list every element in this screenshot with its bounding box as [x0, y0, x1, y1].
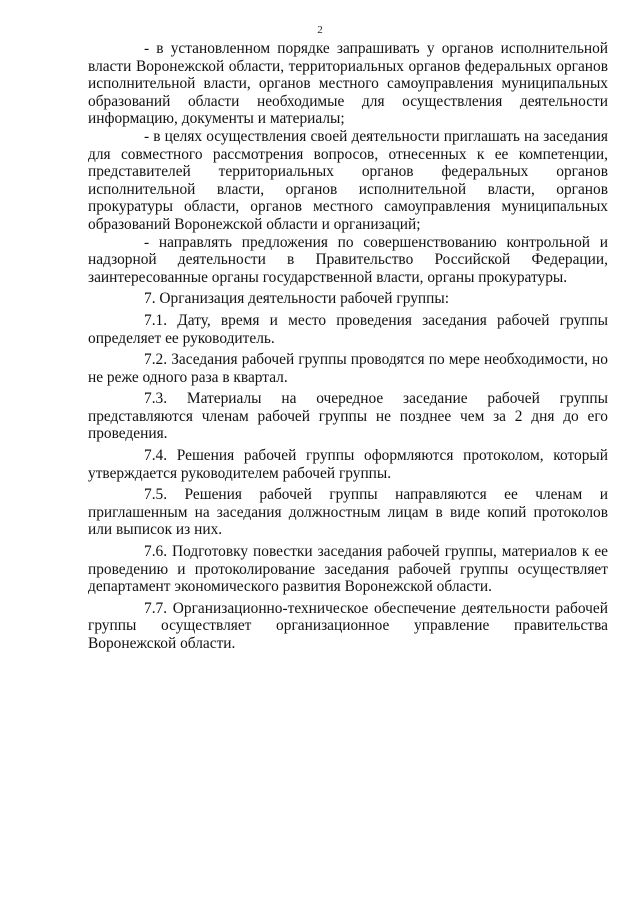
paragraph-request-information: - в установленном порядке запрашивать у органов исполнительной власти Воронежской области, территориальных органов федеральных органов исполнительной власти, органов местного самоуправления муниципальных образований области необходимые для осуществления деятельности информацию, документы и материалы;	[88, 40, 608, 128]
paragraph-7-6: 7.6. Подготовку повестки заседания рабочей группы, материалов к ее проведению и протоколирование заседания рабочей группы осуществляет департамент экономического развития Воронежской области.	[88, 543, 608, 596]
paragraph-7-2: 7.2. Заседания рабочей группы проводятся по мере необходимости, но не реже одного раза в квартал.	[88, 351, 608, 386]
paragraph-7-5: 7.5. Решения рабочей группы направляются ее членам и приглашенным на заседания должностным лицам в виде копий протоколов или выписок из них.	[88, 486, 608, 539]
paragraph-invite-representatives: - в целях осуществления своей деятельности приглашать на заседания для совместного рассмотрения вопросов, отнесенных к ее компетенции, представителей территориальных органов федеральных органов исполнительной власти, органов исполнительной власти, органов прокуратуры области, органов местного самоуправления муниципальных образований Воронежской области и организаций;	[88, 127, 608, 233]
page-number: 2	[317, 24, 323, 36]
document-body	[88, 40, 608, 657]
paragraph-send-proposals: - направлять предложения по совершенствованию контрольной и надзорной деятельности в Правительство Российской Федерации, заинтересованные органы государственной власти, органы прокуратуры.	[88, 233, 608, 286]
paragraph-7-3: 7.3. Материалы на очередное заседание рабочей группы представляются членам рабочей группы не позднее чем за 2 дня до его проведения.	[88, 390, 608, 443]
section-heading-7: 7. Организация деятельности рабочей группы:	[144, 290, 449, 308]
paragraph-7-1: 7.1. Дату, время и место проведения заседания рабочей группы определяет ее руководитель.	[88, 311, 608, 347]
paragraph-7-7: 7.7. Организационно-техническое обеспечение деятельности рабочей группы осуществляет организационное управление правительства Воронежской области.	[88, 599, 608, 652]
paragraph-7-4: 7.4. Решения рабочей группы оформляются протоколом, который утверждается руководителем рабочей группы.	[88, 447, 608, 482]
